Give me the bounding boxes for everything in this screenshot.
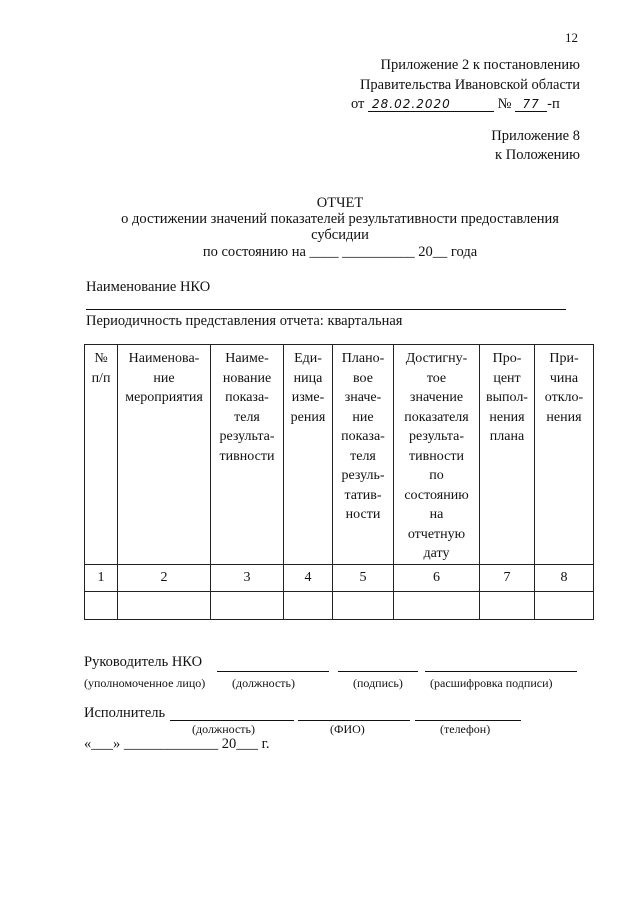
executor-name-line[interactable] [298,720,410,721]
col-header: Про- цент выпол- нения плана [480,345,535,565]
executor-phone-caption: (телефон) [440,722,491,736]
table-cell[interactable] [394,591,480,619]
col-number: 3 [211,564,284,591]
col-header: При- чина откло- нения [535,345,594,565]
header-line1: Приложение 2 к постановлению [380,57,580,73]
table-header-row [85,345,594,565]
table-cell[interactable] [211,591,284,619]
head-position-caption: (должность) [232,676,295,690]
col-header: Плано- вое значе- ние показа- теля резуль- татив- ности [333,345,394,565]
col-header: Достигну- тое значение показателя результа- тивности по состоянию на отчетную дату [394,345,480,565]
date-line: «___» _____________ 20___ г. [84,736,270,752]
table-cell[interactable] [118,591,211,619]
report-subtitle2: субсидии [311,227,369,243]
col-number: 2 [118,564,211,591]
table-cell[interactable] [85,591,118,619]
executor-position-line[interactable] [170,720,294,721]
report-title: ОТЧЕТ [316,195,364,211]
executor-position-caption: (должность) [192,722,255,736]
table-number-row [85,564,594,591]
page-number: 12 [565,30,578,45]
col-header: Еди- ница изме- рения [284,345,333,565]
col-number: 4 [284,564,333,591]
head-label: Руководитель НКО [84,654,203,670]
table-row [85,591,594,619]
date-value: 28.02.2020 [368,97,494,112]
head-sub: (уполномоченное лицо) [84,676,206,690]
report-table [84,344,594,620]
report-subtitle1: о достижении значений показателей результативности предоставления [121,211,559,227]
col-number: 1 [85,564,118,591]
head-decoding-caption: (расшифровка подписи) [430,676,553,690]
number-prefix: № [497,96,512,112]
col-header: № п/п [85,345,118,565]
col-number: 8 [535,564,594,591]
head-signature-line[interactable] [338,671,418,672]
head-decoding-line[interactable] [425,671,577,672]
periodicity: Периодичность представления отчета: квартальная [86,313,403,329]
table-cell[interactable] [333,591,394,619]
appendix-to: к Положению [495,147,580,163]
executor-label: Исполнитель [84,705,166,721]
col-header: Наименова- ние мероприятия [118,345,211,565]
table-cell[interactable] [535,591,594,619]
table-cell[interactable] [284,591,333,619]
number-suffix: -п [547,96,560,112]
col-number: 7 [480,564,535,591]
org-name-label: Наименование НКО [86,279,211,295]
executor-phone-line[interactable] [415,720,521,721]
date-prefix: от [351,96,365,112]
col-header: Наиме- нование показа- теля результа- тивности [211,345,284,565]
header-date-row [351,96,560,113]
report-as-of: по состоянию на ____ __________ 20__ года [202,244,478,260]
executor-name-caption: (ФИО) [330,722,365,736]
header-line2: Правительства Ивановской области [359,77,580,93]
org-name-line[interactable] [86,309,566,310]
number-value: 77 [515,97,547,112]
table-cell[interactable] [480,591,535,619]
appendix: Приложение 8 [491,128,580,144]
col-number: 5 [333,564,394,591]
col-number: 6 [394,564,480,591]
head-signature-caption: (подпись) [353,676,403,690]
head-position-line[interactable] [217,671,329,672]
